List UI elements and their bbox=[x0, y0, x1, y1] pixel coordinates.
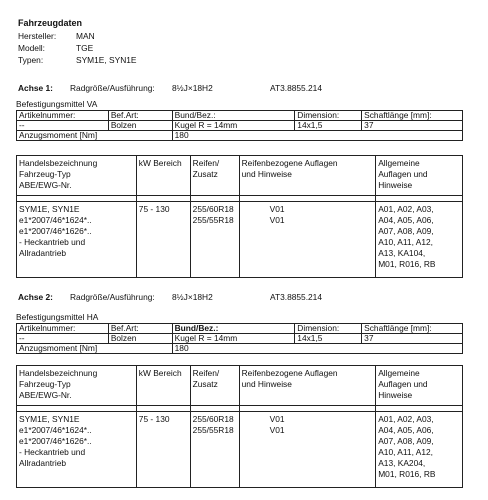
page-title: Fahrzeugdaten bbox=[18, 18, 83, 28]
col-kw-range: kW Bereich bbox=[136, 156, 190, 196]
general-conditions-value: A01, A02, A03, A04, A05, A06, A07, A08, A09, A10, A11, A12, A13, KA104, M01, R016, RB bbox=[376, 202, 463, 278]
kw-range-value: 75 - 130 bbox=[136, 412, 190, 488]
col-tyres: Reifen/ Zusatz bbox=[190, 366, 239, 406]
axle-2-label: Achse 2: bbox=[18, 292, 53, 302]
axle-2-fastening-title: Befestigungsmittel HA bbox=[16, 312, 99, 322]
types-value: SYM1E, SYN1E bbox=[76, 55, 137, 65]
col-article-number: Artikelnummer: bbox=[17, 111, 109, 121]
fastening-type-value: Bolzen bbox=[108, 121, 172, 131]
types-label: Typen: bbox=[18, 55, 44, 65]
axle-2-fastening-table bbox=[16, 323, 463, 354]
col-dimension: Dimension: bbox=[295, 111, 362, 121]
trade-name-value: SYM1E, SYN1E e1*2007/46*1624*.. e1*2007/46*1626*.. - Heckantrieb und Allradantrieb bbox=[17, 202, 137, 278]
shaft-length-value: 37 bbox=[362, 334, 463, 344]
axle-1-fastening-title: Befestigungsmittel VA bbox=[16, 99, 98, 109]
col-general-conditions: Allgemeine Auflagen und Hinweise bbox=[376, 156, 463, 196]
axle-1-code: AT3.8855.214 bbox=[270, 83, 322, 93]
tyres-value: 255/60R18 255/55R18 bbox=[190, 202, 239, 278]
trade-name-value: SYM1E, SYN1E e1*2007/46*1624*.. e1*2007/46*1626*.. - Heckantrieb und Allradantrieb bbox=[17, 412, 137, 488]
general-conditions-value: A01, A02, A03, A04, A05, A06, A07, A08, A09, A10, A11, A12, A13, KA204, M01, R016, RB bbox=[376, 412, 463, 488]
col-general-conditions: Allgemeine Auflagen und Hinweise bbox=[376, 366, 463, 406]
collar-value: Kugel R = 14mm bbox=[172, 121, 295, 131]
col-tyre-conditions: Reifenbezogene Auflagen und Hinweise bbox=[239, 156, 376, 196]
article-number-value: -- bbox=[17, 121, 109, 131]
axle-2-wheel-size: 8½J×18H2 bbox=[172, 292, 213, 302]
manufacturer-value: MAN bbox=[76, 31, 95, 41]
manufacturer-label: Hersteller: bbox=[18, 31, 57, 41]
kw-range-value: 75 - 130 bbox=[136, 202, 190, 278]
col-fastening-type: Bef.Art: bbox=[108, 111, 172, 121]
model-label: Modell: bbox=[18, 43, 45, 53]
col-tyre-conditions: Reifenbezogene Auflagen und Hinweise bbox=[239, 366, 376, 406]
fastening-value-row bbox=[17, 334, 463, 344]
col-dimension: Dimension: bbox=[295, 324, 362, 334]
vehicle-header-row bbox=[17, 366, 463, 406]
vehicle-header-row bbox=[17, 156, 463, 196]
fastening-header-row bbox=[17, 111, 463, 121]
col-fastening-type: Bef.Art: bbox=[108, 324, 172, 334]
fastening-type-value: Bolzen bbox=[108, 334, 172, 344]
col-shaft-length: Schaftlänge [mm]: bbox=[362, 111, 463, 121]
tyres-value: 255/60R18 255/55R18 bbox=[190, 412, 239, 488]
axle-2-wheel-label: Radgröße/Ausführung: bbox=[70, 292, 155, 302]
torque-value: 180 bbox=[172, 344, 462, 354]
col-collar: Bund/Bez.: bbox=[172, 111, 295, 121]
col-collar: Bund/Bez.: bbox=[172, 324, 295, 334]
axle-2-code: AT3.8855.214 bbox=[270, 292, 322, 302]
axle-1-wheel-label: Radgröße/Ausführung: bbox=[70, 83, 155, 93]
fastening-header-row bbox=[17, 324, 463, 334]
col-tyres: Reifen/ Zusatz bbox=[190, 156, 239, 196]
tyre-conditions-value: V01 V01 bbox=[239, 202, 376, 278]
model-value: TGE bbox=[76, 43, 94, 53]
axle-1-wheel-size: 8½J×18H2 bbox=[172, 83, 213, 93]
col-shaft-length: Schaftlänge [mm]: bbox=[362, 324, 463, 334]
tyre-conditions-value: V01 V01 bbox=[239, 412, 376, 488]
torque-value: 180 bbox=[172, 131, 462, 141]
torque-row bbox=[17, 344, 463, 354]
collar-value: Kugel R = 14mm bbox=[172, 334, 295, 344]
torque-label: Anzugsmoment [Nm] bbox=[17, 131, 173, 141]
axle-1-fastening-table bbox=[16, 110, 463, 141]
dimension-value: 14x1,5 bbox=[295, 334, 362, 344]
col-trade-name: Handelsbezeichnung Fahrzeug-Typ ABE/EWG-Nr. bbox=[17, 156, 137, 196]
axle-1-label: Achse 1: bbox=[18, 83, 53, 93]
article-number-value: -- bbox=[17, 334, 109, 344]
col-kw-range: kW Bereich bbox=[136, 366, 190, 406]
fastening-value-row bbox=[17, 121, 463, 131]
col-trade-name: Handelsbezeichnung Fahrzeug-Typ ABE/EWG-Nr. bbox=[17, 366, 137, 406]
shaft-length-value: 37 bbox=[362, 121, 463, 131]
dimension-value: 14x1,5 bbox=[295, 121, 362, 131]
vehicle-data-row bbox=[17, 412, 463, 488]
axle-1-vehicle-table bbox=[16, 155, 463, 278]
col-article-number: Artikelnummer: bbox=[17, 324, 109, 334]
axle-2-vehicle-table bbox=[16, 365, 463, 488]
torque-label: Anzugsmoment [Nm] bbox=[17, 344, 173, 354]
vehicle-data-row bbox=[17, 202, 463, 278]
torque-row bbox=[17, 131, 463, 141]
